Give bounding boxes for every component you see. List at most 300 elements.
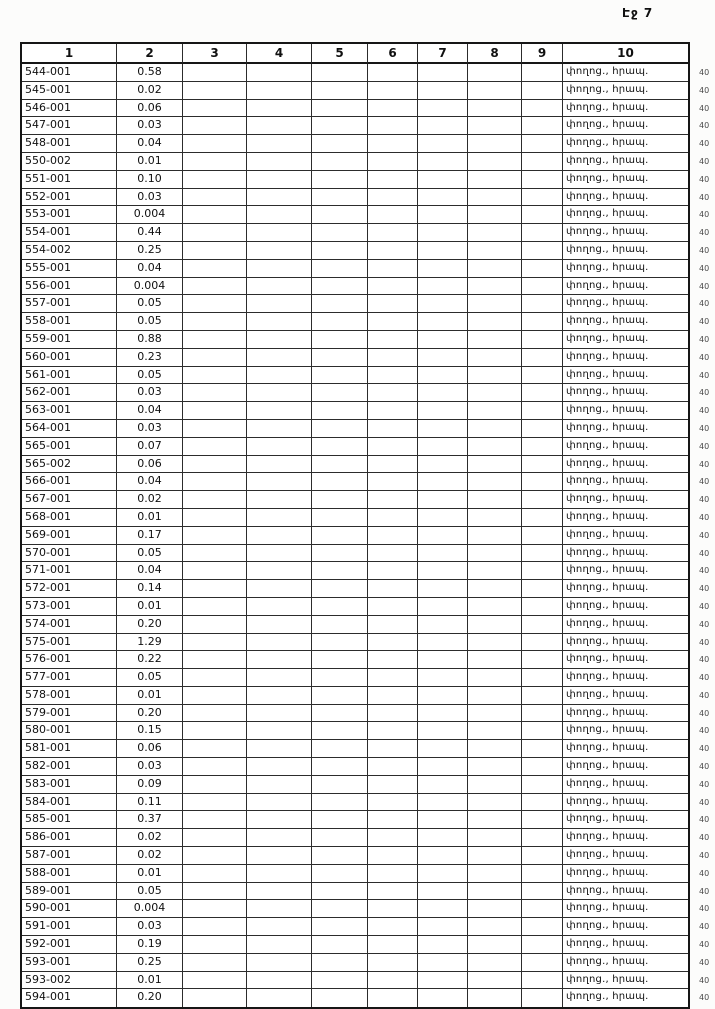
cell-empty (522, 349, 563, 367)
cell-empty (522, 865, 563, 883)
cell-empty (418, 135, 468, 153)
cell-value: 0.17 (117, 527, 183, 545)
cell-empty (183, 972, 247, 990)
cell-value: 0.04 (117, 562, 183, 580)
cell-code: 586-001 (22, 829, 117, 847)
table-row (22, 509, 688, 527)
cell-street-note: փողոց., հրապ. (563, 64, 688, 82)
cell-value: 0.04 (117, 473, 183, 491)
cell-empty (418, 562, 468, 580)
cell-value: 0.03 (117, 420, 183, 438)
cell-street-note: փողոց., հրապ. (563, 545, 688, 563)
cell-empty (247, 616, 312, 634)
cell-street-note: փողոց., հրապ. (563, 224, 688, 242)
table-row (22, 100, 688, 118)
cell-empty (522, 82, 563, 100)
cell-empty (418, 936, 468, 954)
cell-empty (468, 740, 522, 758)
cell-empty (312, 545, 368, 563)
cell-empty (468, 954, 522, 972)
table-row (22, 794, 688, 812)
cell-street-note: փողոց., հրապ. (563, 758, 688, 776)
cell-value: 0.04 (117, 260, 183, 278)
cell-code: 587-001 (22, 847, 117, 865)
cell-empty (368, 82, 418, 100)
cell-empty (312, 242, 368, 260)
cell-empty (468, 171, 522, 189)
cell-empty (183, 883, 247, 901)
cell-code: 566-001 (22, 473, 117, 491)
cell-value: 0.02 (117, 847, 183, 865)
cell-code: 581-001 (22, 740, 117, 758)
cell-value: 0.58 (117, 64, 183, 82)
table-header-row (22, 44, 688, 64)
cell-code: 577-001 (22, 669, 117, 687)
cell-code: 560-001 (22, 349, 117, 367)
cell-empty (468, 936, 522, 954)
cell-empty (468, 100, 522, 118)
cell-empty (468, 260, 522, 278)
cell-empty (418, 82, 468, 100)
cell-empty (468, 420, 522, 438)
cell-empty (522, 295, 563, 313)
cell-empty (522, 135, 563, 153)
cell-empty (418, 598, 468, 616)
cell-empty (183, 776, 247, 794)
cell-empty (418, 918, 468, 936)
cell-street-note: փողոց., հրապ. (563, 367, 688, 385)
margin-note: 40 (699, 637, 710, 647)
margin-note: 40 (699, 922, 710, 932)
cell-empty (247, 918, 312, 936)
header-cell: 5 (312, 44, 368, 64)
cell-value: 0.02 (117, 82, 183, 100)
cell-value: 0.01 (117, 687, 183, 705)
cell-empty (183, 438, 247, 456)
cell-empty (312, 936, 368, 954)
cell-empty (247, 562, 312, 580)
cell-value: 0.15 (117, 722, 183, 740)
cell-value: 0.004 (117, 900, 183, 918)
cell-empty (418, 438, 468, 456)
cell-empty (418, 456, 468, 474)
cell-street-note: փողոց., հրապ. (563, 491, 688, 509)
cell-empty (312, 954, 368, 972)
cell-empty (468, 687, 522, 705)
cell-empty (247, 242, 312, 260)
cell-empty (522, 491, 563, 509)
cell-code: 578-001 (22, 687, 117, 705)
cell-empty (247, 402, 312, 420)
cell-code: 573-001 (22, 598, 117, 616)
cell-empty (312, 100, 368, 118)
cell-empty (368, 954, 418, 972)
margin-note: 40 (699, 797, 710, 807)
cell-empty (247, 349, 312, 367)
cell-empty (468, 669, 522, 687)
cell-street-note: փողոց., հրապ. (563, 705, 688, 723)
cell-empty (522, 687, 563, 705)
cell-empty (312, 438, 368, 456)
cell-empty (312, 989, 368, 1007)
cell-empty (183, 260, 247, 278)
cell-empty (522, 473, 563, 491)
cell-empty (418, 954, 468, 972)
cell-empty (522, 651, 563, 669)
margin-note: 40 (699, 868, 710, 878)
cell-empty (312, 883, 368, 901)
table-row (22, 740, 688, 758)
cell-empty (368, 171, 418, 189)
cell-empty (183, 491, 247, 509)
cell-empty (183, 117, 247, 135)
cell-empty (522, 189, 563, 207)
cell-empty (468, 242, 522, 260)
cell-code: 572-001 (22, 580, 117, 598)
cell-empty (247, 936, 312, 954)
cell-empty (522, 847, 563, 865)
cell-empty (183, 242, 247, 260)
cell-empty (522, 402, 563, 420)
cell-empty (183, 669, 247, 687)
cell-empty (183, 758, 247, 776)
cell-empty (368, 616, 418, 634)
cell-value: 0.14 (117, 580, 183, 598)
cell-empty (522, 989, 563, 1007)
cell-empty (522, 545, 563, 563)
header-cell: 1 (22, 44, 117, 64)
cell-empty (418, 545, 468, 563)
cell-value: 0.20 (117, 616, 183, 634)
cell-empty (522, 260, 563, 278)
cell-empty (247, 206, 312, 224)
cell-empty (312, 740, 368, 758)
margin-note: 40 (699, 779, 710, 789)
cell-empty (418, 313, 468, 331)
cell-empty (247, 331, 312, 349)
cell-empty (468, 580, 522, 598)
table-row (22, 242, 688, 260)
cell-empty (247, 811, 312, 829)
cell-empty (368, 758, 418, 776)
cell-empty (247, 687, 312, 705)
table-row (22, 545, 688, 563)
cell-empty (468, 989, 522, 1007)
margin-note: 40 (699, 210, 710, 220)
cell-empty (312, 171, 368, 189)
cell-empty (468, 473, 522, 491)
cell-empty (522, 527, 563, 545)
margin-note: 40 (699, 192, 710, 202)
cell-empty (468, 811, 522, 829)
cell-code: 551-001 (22, 171, 117, 189)
cell-empty (468, 153, 522, 171)
header-cell: 3 (183, 44, 247, 64)
cell-empty (368, 331, 418, 349)
cell-empty (418, 402, 468, 420)
cell-empty (312, 367, 368, 385)
cell-empty (522, 420, 563, 438)
cell-empty (368, 972, 418, 990)
cell-empty (183, 811, 247, 829)
cell-empty (312, 865, 368, 883)
cell-empty (368, 705, 418, 723)
cell-empty (522, 64, 563, 82)
cell-empty (522, 367, 563, 385)
cell-empty (247, 384, 312, 402)
cell-empty (368, 224, 418, 242)
cell-value: 0.07 (117, 438, 183, 456)
table-row (22, 171, 688, 189)
cell-empty (183, 616, 247, 634)
table-row (22, 722, 688, 740)
cell-empty (368, 883, 418, 901)
cell-empty (418, 794, 468, 812)
table-row (22, 420, 688, 438)
cell-empty (368, 900, 418, 918)
margin-note: 40 (699, 566, 710, 576)
cell-empty (368, 491, 418, 509)
margin-note: 40 (699, 744, 710, 754)
cell-street-note: փողոց., հրապ. (563, 598, 688, 616)
cell-empty (368, 527, 418, 545)
cell-street-note: փողոց., հրապ. (563, 260, 688, 278)
cell-empty (522, 456, 563, 474)
cell-empty (418, 206, 468, 224)
cell-value: 0.004 (117, 278, 183, 296)
cell-empty (368, 260, 418, 278)
cell-empty (368, 918, 418, 936)
cell-street-note: փողոց., հրապ. (563, 242, 688, 260)
cell-empty (522, 829, 563, 847)
cell-empty (368, 206, 418, 224)
cell-code: 555-001 (22, 260, 117, 278)
table-row (22, 687, 688, 705)
cell-value: 0.01 (117, 865, 183, 883)
cell-value: 0.05 (117, 883, 183, 901)
cell-code: 584-001 (22, 794, 117, 812)
cell-empty (418, 722, 468, 740)
cell-empty (312, 206, 368, 224)
margin-note: 40 (699, 477, 710, 487)
cell-empty (468, 82, 522, 100)
cell-empty (183, 402, 247, 420)
cell-street-note: փողոց., հրապ. (563, 865, 688, 883)
cell-empty (247, 153, 312, 171)
header-cell: 2 (117, 44, 183, 64)
cell-street-note: փողոց., հրապ. (563, 580, 688, 598)
cell-empty (312, 918, 368, 936)
cell-empty (418, 580, 468, 598)
margin-note: 40 (699, 441, 710, 451)
cell-empty (368, 740, 418, 758)
cell-empty (312, 82, 368, 100)
margin-note: 40 (699, 299, 710, 309)
cell-value: 0.04 (117, 402, 183, 420)
cell-code: 565-001 (22, 438, 117, 456)
cell-empty (312, 580, 368, 598)
cell-empty (522, 634, 563, 652)
cell-empty (468, 865, 522, 883)
cell-empty (368, 367, 418, 385)
cell-empty (522, 936, 563, 954)
cell-empty (418, 242, 468, 260)
cell-value: 0.01 (117, 153, 183, 171)
cell-street-note: փողոց., հրապ. (563, 206, 688, 224)
margin-note: 40 (699, 957, 710, 967)
cell-code: 576-001 (22, 651, 117, 669)
cell-street-note: փողոց., հրապ. (563, 331, 688, 349)
cell-empty (247, 224, 312, 242)
cell-empty (368, 473, 418, 491)
header-cell: 7 (418, 44, 468, 64)
cell-empty (468, 900, 522, 918)
cell-empty (312, 794, 368, 812)
margin-notes-column (697, 42, 709, 1007)
cell-empty (468, 758, 522, 776)
cell-empty (522, 883, 563, 901)
table-row (22, 206, 688, 224)
cell-empty (312, 278, 368, 296)
cell-empty (247, 900, 312, 918)
table-row (22, 295, 688, 313)
cell-value: 0.06 (117, 740, 183, 758)
cell-empty (418, 651, 468, 669)
cell-empty (312, 189, 368, 207)
cell-empty (522, 313, 563, 331)
cell-empty (418, 972, 468, 990)
table-row (22, 313, 688, 331)
margin-note: 40 (699, 388, 710, 398)
cell-empty (368, 687, 418, 705)
cell-empty (468, 135, 522, 153)
cell-value: 0.05 (117, 313, 183, 331)
cell-empty (247, 847, 312, 865)
cell-street-note: փողոց., հրապ. (563, 811, 688, 829)
cell-empty (183, 545, 247, 563)
table-row (22, 331, 688, 349)
cell-empty (183, 456, 247, 474)
cell-street-note: փողոց., հրապ. (563, 420, 688, 438)
cell-street-note: փողոց., հրապ. (563, 722, 688, 740)
cell-empty (183, 687, 247, 705)
cell-empty (522, 438, 563, 456)
cell-empty (468, 545, 522, 563)
table-row (22, 883, 688, 901)
margin-note: 40 (699, 690, 710, 700)
cell-empty (183, 847, 247, 865)
cell-empty (418, 100, 468, 118)
header-cell: 8 (468, 44, 522, 64)
cell-empty (418, 260, 468, 278)
cell-code: 590-001 (22, 900, 117, 918)
margin-note: 40 (699, 156, 710, 166)
cell-street-note: փողոց., հրապ. (563, 117, 688, 135)
cell-empty (468, 651, 522, 669)
cell-code: 568-001 (22, 509, 117, 527)
cell-empty (418, 634, 468, 652)
cell-empty (312, 64, 368, 82)
cell-empty (468, 313, 522, 331)
cell-code: 579-001 (22, 705, 117, 723)
cell-empty (183, 473, 247, 491)
cell-empty (247, 740, 312, 758)
margin-note: 40 (699, 103, 710, 113)
margin-note: 40 (699, 975, 710, 985)
cell-code: 594-001 (22, 989, 117, 1007)
cell-empty (183, 313, 247, 331)
cell-code: 588-001 (22, 865, 117, 883)
table-row (22, 829, 688, 847)
cell-empty (468, 384, 522, 402)
table-row (22, 918, 688, 936)
cell-empty (468, 349, 522, 367)
cell-empty (468, 847, 522, 865)
cell-value: 0.25 (117, 954, 183, 972)
cell-empty (312, 811, 368, 829)
cell-empty (312, 776, 368, 794)
page-number-label: Էջ 7 (622, 6, 654, 20)
cell-empty (522, 740, 563, 758)
cell-empty (368, 598, 418, 616)
table-row (22, 527, 688, 545)
cell-empty (247, 972, 312, 990)
cell-empty (247, 669, 312, 687)
cell-empty (183, 794, 247, 812)
cell-empty (418, 331, 468, 349)
cell-empty (468, 64, 522, 82)
cell-code: 582-001 (22, 758, 117, 776)
cell-value: 0.03 (117, 189, 183, 207)
cell-code: 565-002 (22, 456, 117, 474)
cell-code: 556-001 (22, 278, 117, 296)
cell-empty (468, 402, 522, 420)
cell-empty (312, 634, 368, 652)
cell-street-note: փողոց., հրապ. (563, 562, 688, 580)
cell-code: 545-001 (22, 82, 117, 100)
cell-street-note: փողոց., հրապ. (563, 918, 688, 936)
cell-empty (418, 420, 468, 438)
cell-empty (468, 278, 522, 296)
cell-value: 0.05 (117, 295, 183, 313)
cell-empty (368, 989, 418, 1007)
cell-empty (312, 705, 368, 723)
cell-empty (312, 117, 368, 135)
margin-note: 40 (699, 263, 710, 273)
cell-empty (522, 758, 563, 776)
cell-empty (468, 295, 522, 313)
cell-empty (312, 758, 368, 776)
margin-note: 40 (699, 245, 710, 255)
margin-note: 40 (699, 708, 710, 718)
cell-empty (418, 705, 468, 723)
table-row (22, 598, 688, 616)
cell-empty (312, 384, 368, 402)
table-row (22, 651, 688, 669)
cell-empty (368, 153, 418, 171)
cell-empty (183, 900, 247, 918)
cell-empty (247, 456, 312, 474)
margin-note: 40 (699, 406, 710, 416)
cell-street-note: փողոց., հրապ. (563, 278, 688, 296)
cell-empty (247, 438, 312, 456)
table-row (22, 456, 688, 474)
cell-empty (247, 260, 312, 278)
margin-note: 40 (699, 833, 710, 843)
cell-street-note: փողոց., հրապ. (563, 402, 688, 420)
header-cell: 6 (368, 44, 418, 64)
table-row (22, 260, 688, 278)
